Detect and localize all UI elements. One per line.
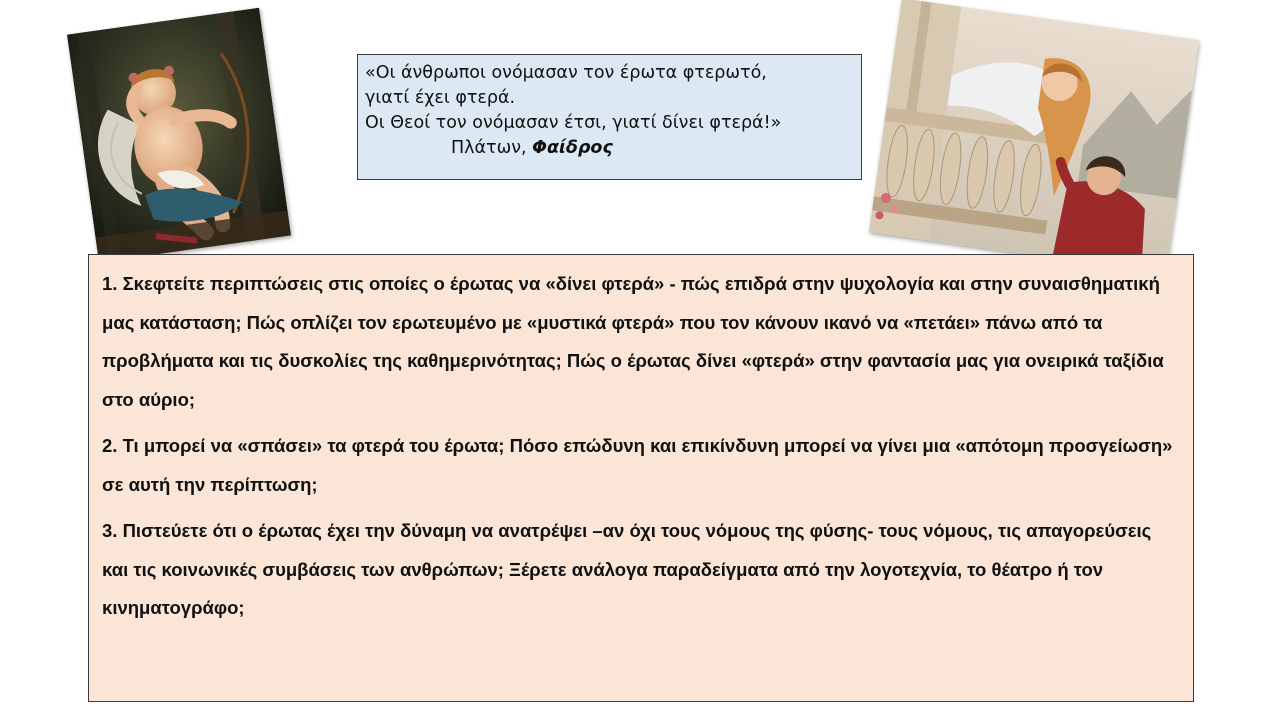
question-2: 2. Τι μπορεί να «σπάσει» τα φτερά του έρωτα; Πόσο επώδυνη και επικίνδυνη μπορεί να γίνει μια «απότομη προσγείωση» σε αυτή την περίπτωση;: [102, 435, 1173, 495]
cupid-painting-image: [67, 8, 291, 263]
quote-attribution: [365, 136, 854, 161]
balcony-lovers-painting-image: [869, 0, 1199, 274]
quote-line-1: «Οι άνθρωποι ονόμασαν τον έρωτα φτερωτό,: [365, 63, 767, 83]
quote-line-3: Οι Θεοί τον ονόμασαν έτσι, γιατί δίνει φτερά!»: [365, 113, 782, 133]
question-1: 1. Σκεφτείτε περιπτώσεις στις οποίες ο έρωτας να «δίνει φτερά» - πώς επιδρά στην ψυχολογία και στην συναισθηματική μας κατάσταση; Πώς οπλίζει τον ερωτευμένο με «μυστικά φτερά» που τον κάνουν ικανό να «πετάει» πάνω από τα προβλήματα και τις δυσκολίες της καθημερινότητας; Πώς ο έρωτας δίνει «φτερά» στην φαντασία μας για ονειρικά ταξίδια στο αύριο;: [102, 273, 1164, 410]
discussion-questions-box: [88, 254, 1194, 702]
quote-author: Πλάτων,: [451, 138, 533, 158]
platon-quote-box: [357, 54, 862, 180]
question-3: 3. Πιστεύετε ότι ο έρωτας έχει την δύναμη να ανατρέψει –αν όχι τους νόμους της φύσης- τους νόμους, τις απαγορεύσεις και τις κοινωνικές συμβάσεις των ανθρώπων; Ξέρετε ανάλογα παραδείγματα από την λογοτεχνία, το θέατρο ή τον κινηματογράφο;: [102, 520, 1152, 618]
quote-line-2: γιατί έχει φτερά.: [365, 88, 516, 108]
quote-work-title: Φαίδρος: [532, 138, 613, 158]
